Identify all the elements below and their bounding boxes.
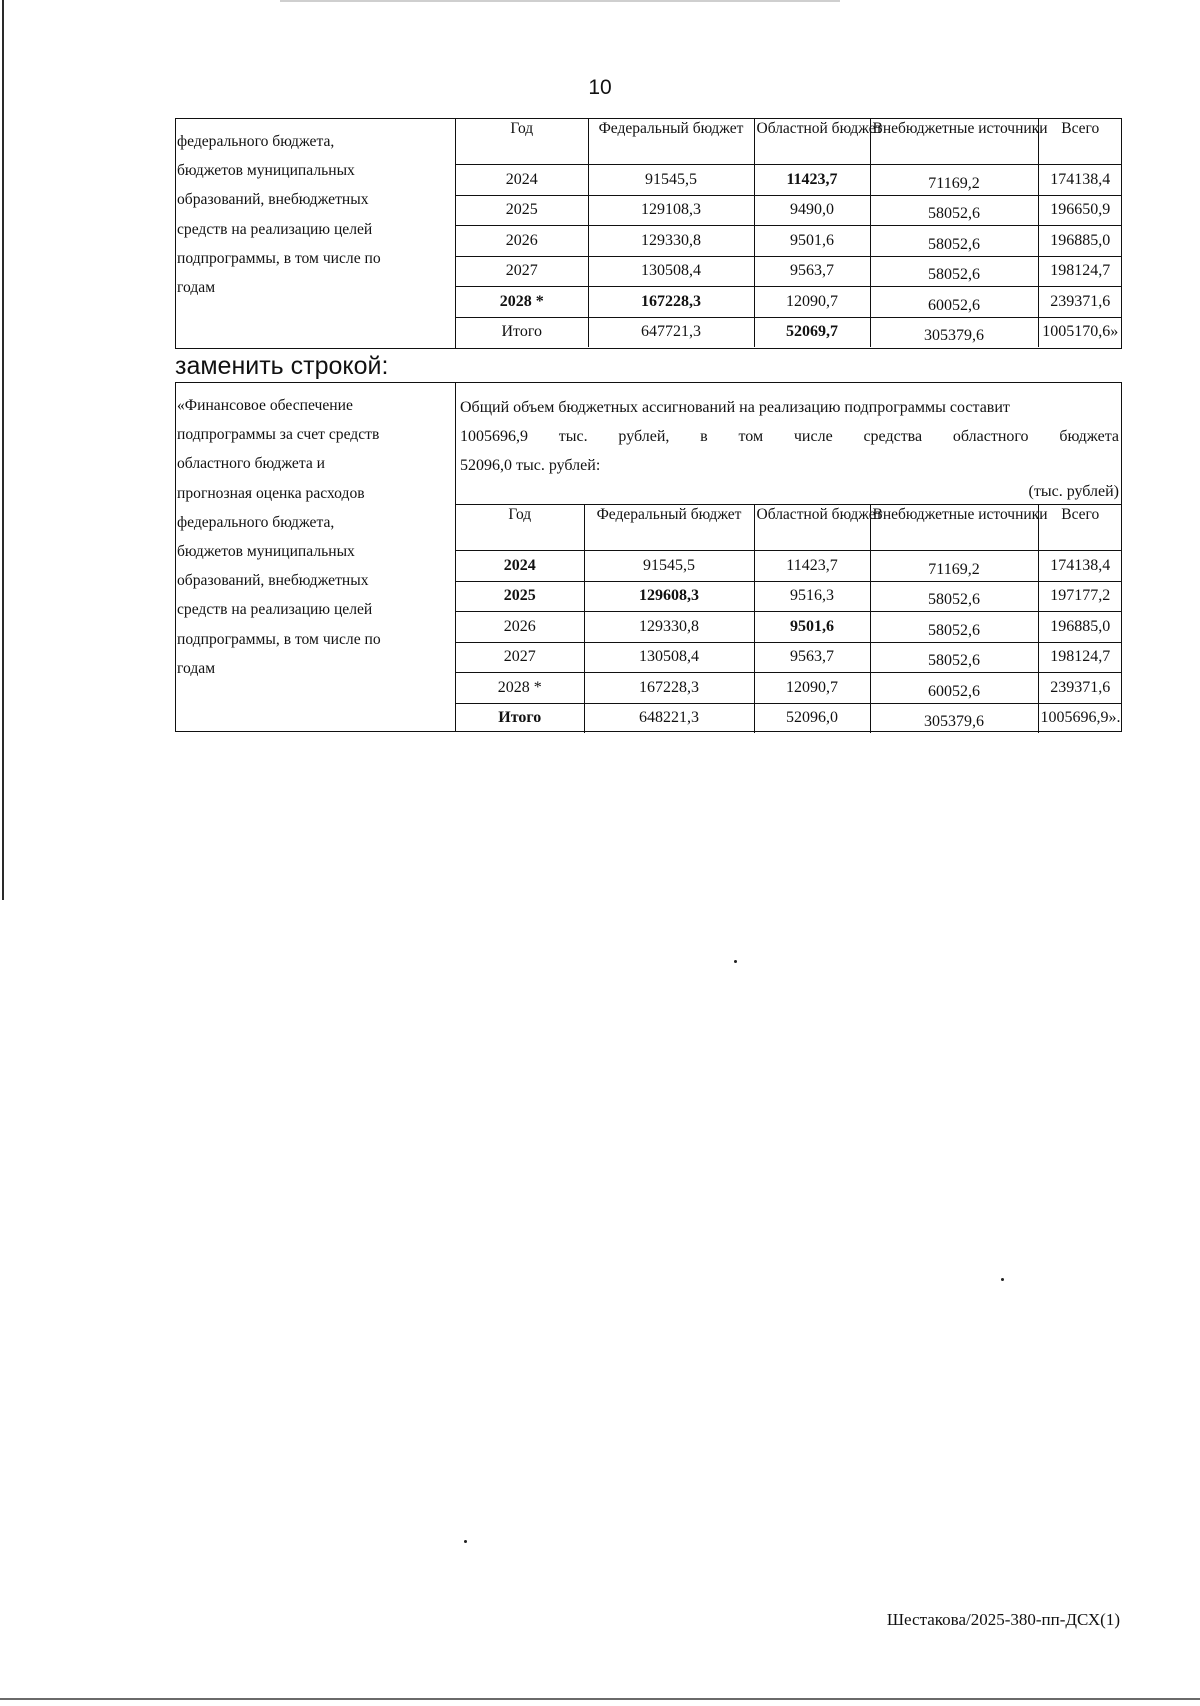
label-line: годам [177, 279, 216, 297]
cell-extra [870, 703, 1038, 733]
cell-extra [870, 165, 1038, 196]
cell-total: 198124,7 [1038, 256, 1122, 287]
cell-year: 2026 [456, 226, 588, 257]
table-row [456, 226, 1122, 257]
cell-extra-value: 71169,2 [928, 174, 980, 192]
cell-regional: 9563,7 [754, 642, 870, 673]
cell-year: 2025 [456, 581, 584, 612]
label-line: подпрограммы, в том числе по [177, 249, 381, 267]
cell-extra [870, 612, 1038, 643]
table-row [456, 256, 1122, 287]
cell-regional: 52096,0 [754, 703, 870, 733]
intro-line: Общий объем бюджетных ассигнований на реализацию подпрограммы составит [460, 399, 1010, 416]
cell-extra-value: 60052,6 [928, 296, 980, 314]
cell-total: 239371,6 [1038, 287, 1122, 318]
header-year: Год [456, 119, 588, 165]
cell-regional: 11423,7 [754, 551, 870, 582]
cell-extra-value: 58052,6 [928, 652, 980, 670]
table-row [456, 165, 1122, 196]
intro-line: 52096,0 тыс. рублей: [460, 457, 601, 474]
cell-year: Итого [456, 703, 584, 733]
header-federal: Федеральный бюджет [588, 119, 754, 165]
cell-extra-value: 60052,6 [928, 682, 980, 700]
cell-extra [870, 195, 1038, 226]
cell-extra-value: 305379,6 [924, 713, 984, 731]
cell-federal: 129608,3 [584, 581, 754, 612]
original-financing-table [456, 119, 1122, 347]
cell-extra-value: 58052,6 [928, 591, 980, 609]
cell-regional: 9490,0 [754, 195, 870, 226]
table-row [456, 287, 1122, 318]
header-extra: Внебюджетные источники [870, 119, 1038, 165]
table-header-row [456, 505, 1122, 551]
label-line: бюджетов муниципальных [177, 162, 355, 180]
cell-year: 2028 * [456, 287, 588, 318]
label-line: образований, внебюджетных [177, 572, 369, 590]
cell-total: 174138,4 [1038, 165, 1122, 196]
cell-regional: 11423,7 [754, 165, 870, 196]
header-year: Год [456, 505, 584, 551]
intro-line: 1005696,9 тыс. рублей, в том числе средства областного бюджета [460, 428, 1119, 445]
label-line: федерального бюджета, [177, 513, 335, 531]
cell-total: 196650,9 [1038, 195, 1122, 226]
original-financing-table-area [456, 119, 1121, 348]
replacement-row-block [175, 382, 1122, 732]
label-line: федерального бюджета, [177, 133, 335, 150]
label-line: областного бюджета и [177, 455, 326, 473]
cell-year: 2025 [456, 195, 588, 226]
label-line: годам [177, 659, 216, 677]
cell-regional: 12090,7 [754, 673, 870, 704]
cell-total: 197177,2 [1038, 581, 1122, 612]
table-row [456, 673, 1122, 704]
cell-extra-value: 58052,6 [928, 235, 980, 253]
original-row-label [176, 119, 456, 348]
cell-year: 2027 [456, 256, 588, 287]
cell-extra [870, 256, 1038, 287]
cell-total: 1005170,6» [1038, 317, 1122, 347]
cell-year: 2026 [456, 612, 584, 643]
cell-total: 198124,7 [1038, 642, 1122, 673]
cell-year: Итого [456, 317, 588, 347]
cell-extra-value: 305379,6 [924, 327, 984, 345]
replacement-row-label [176, 383, 456, 731]
header-total: Всего [1038, 505, 1122, 551]
table-row [456, 612, 1122, 643]
cell-extra [870, 226, 1038, 257]
cell-federal: 91545,5 [584, 551, 754, 582]
replacement-financing-area [456, 383, 1121, 731]
scan-speck [464, 1540, 467, 1543]
table-row [456, 195, 1122, 226]
cell-extra [870, 287, 1038, 318]
cell-year: 2024 [456, 551, 584, 582]
cell-regional: 9563,7 [754, 256, 870, 287]
header-extra: Внебюджетные источники [870, 505, 1038, 551]
table-total-row [456, 703, 1122, 733]
cell-year: 2024 [456, 165, 588, 196]
table-row [456, 551, 1122, 582]
cell-total: 196885,0 [1038, 226, 1122, 257]
cell-extra [870, 551, 1038, 582]
header-total: Всего [1038, 119, 1122, 165]
cell-regional: 9516,3 [754, 581, 870, 612]
cell-total: 174138,4 [1038, 551, 1122, 582]
label-line: образований, внебюджетных [177, 191, 369, 209]
cell-extra [870, 581, 1038, 612]
cell-year: 2027 [456, 642, 584, 673]
cell-federal: 130508,4 [588, 256, 754, 287]
cell-federal: 91545,5 [588, 165, 754, 196]
cell-regional: 12090,7 [754, 287, 870, 318]
scan-edge-bottom [0, 1698, 1200, 1700]
label-line: бюджетов муниципальных [177, 543, 355, 561]
table-header-row [456, 119, 1122, 165]
cell-extra-value: 58052,6 [928, 621, 980, 639]
header-federal: Федеральный бюджет [584, 505, 754, 551]
scan-speck [734, 960, 737, 963]
cell-federal: 648221,3 [584, 703, 754, 733]
cell-total: 239371,6 [1038, 673, 1122, 704]
cell-extra-value: 58052,6 [928, 266, 980, 284]
original-row-block [175, 118, 1122, 349]
table-total-row [456, 317, 1122, 347]
header-regional: Областной бюджет [754, 505, 870, 551]
document-reference-footer: Шестакова/2025-380-пп-ДСХ(1) [886, 1610, 1120, 1629]
label-line: прогнозная оценка расходов [177, 484, 365, 502]
label-line: подпрограммы, в том числе по [177, 630, 381, 648]
cell-extra [870, 673, 1038, 704]
label-line: подпрограммы за счет средств [177, 426, 380, 444]
label-line: средств на реализацию целей [177, 601, 373, 619]
cell-regional: 52069,7 [754, 317, 870, 347]
cell-federal: 167228,3 [584, 673, 754, 704]
cell-federal: 129330,8 [588, 226, 754, 257]
cell-year: 2028 * [456, 673, 584, 704]
cell-federal: 129330,8 [584, 612, 754, 643]
cell-total: 196885,0 [1038, 612, 1122, 643]
scan-speck [1001, 1278, 1004, 1281]
page-number: 10 [588, 76, 612, 99]
cell-extra [870, 317, 1038, 347]
units-label: (тыс. рублей) [1028, 483, 1119, 500]
cell-extra-value: 58052,6 [928, 205, 980, 223]
label-line: «Финансовое обеспечение [177, 397, 353, 414]
scan-edge-left [2, 0, 4, 900]
cell-extra-value: 71169,2 [928, 560, 980, 578]
cell-regional: 9501,6 [754, 612, 870, 643]
cell-federal: 130508,4 [584, 642, 754, 673]
replacement-financing-table [456, 504, 1122, 733]
cell-federal: 129108,3 [588, 195, 754, 226]
cell-regional: 9501,6 [754, 226, 870, 257]
cell-federal: 647721,3 [588, 317, 754, 347]
table-row [456, 642, 1122, 673]
header-regional: Областной бюджет [754, 119, 870, 165]
cell-extra [870, 642, 1038, 673]
replace-instruction: заменить строкой: [175, 352, 389, 380]
cell-federal: 167228,3 [588, 287, 754, 318]
table-row [456, 581, 1122, 612]
scan-edge-top [280, 0, 840, 2]
total-allocation-text [456, 383, 1121, 480]
label-line: средств на реализацию целей [177, 220, 373, 238]
cell-total: 1005696,9». [1038, 703, 1122, 733]
